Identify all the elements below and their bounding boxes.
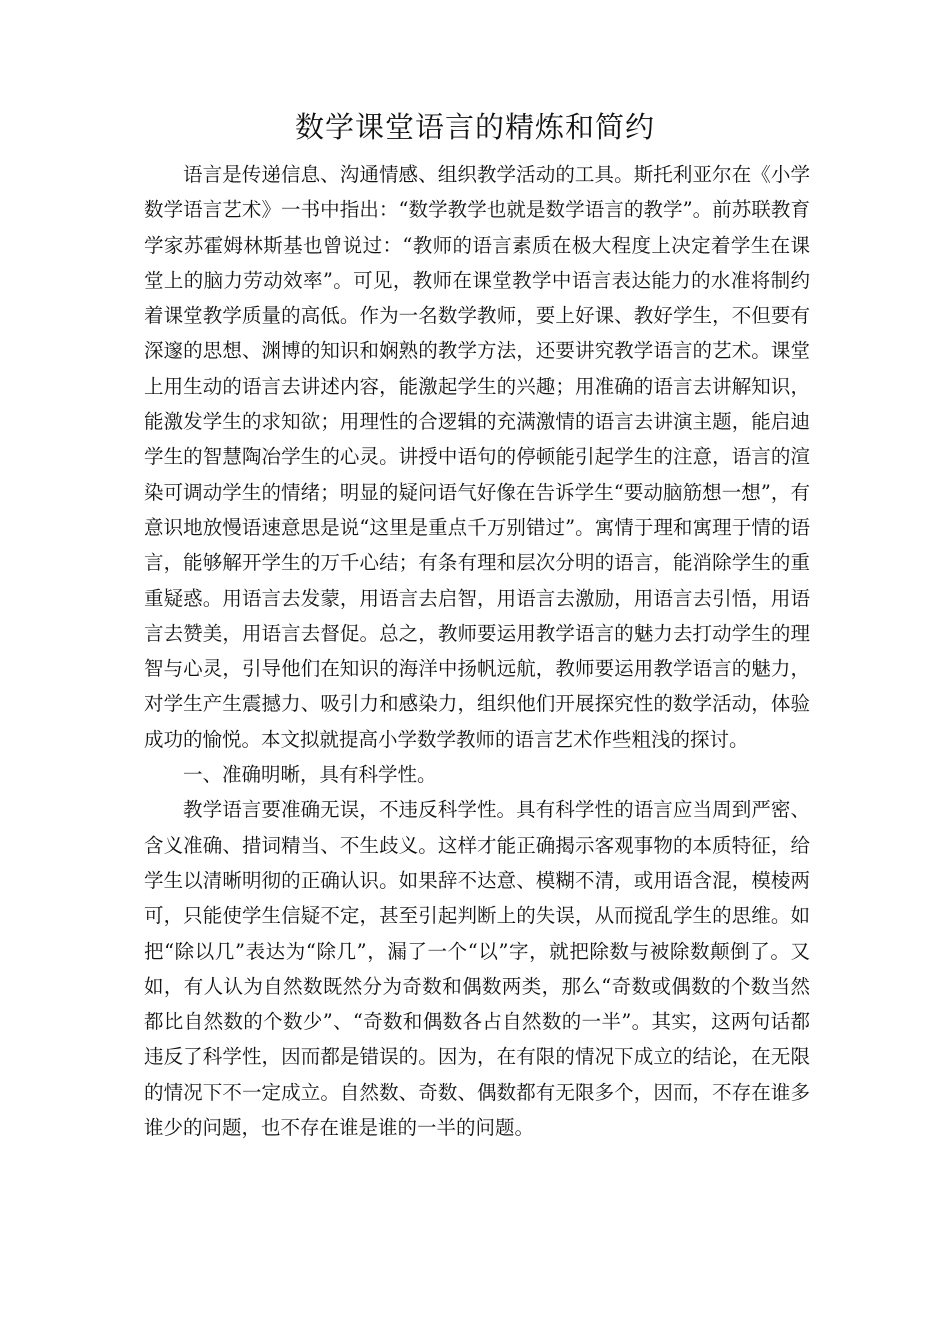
section-heading-1: 一、准确明晰，具有科学性。 <box>183 763 437 787</box>
section-1-paragraph: 教学语言要准确无误，不违反科学性。具有科学性的语言应当周到严密、含义准确、措词精当、不生歧义。这样才能正确揭示客观事物的本质特征，给学生以清晰明彻的正确认识。如果辞不达意、模糊不清，或用语含混，模棱两可，只能使学生信疑不定，甚至引起判断上的失误，从而搅乱学生的思维。如把“除以几”表达为“除几”，漏了一个“以”字，就把除数与被除数颠倒了。又如，有人认为自然数既然分为奇数和偶数两类，那么“奇数或偶数的个数当然都比自然数的个数少”、“奇数和偶数各占自然数的一半”。其实，这两句话都违反了科学性，因而都是错误的。因为，在有限的情况下成立的结论，在无限的情况下不一定成立。自然数、奇数、偶数都有无限多个，因而，不存在谁多谁少的问题，也不存在谁是谁的一半的问题。 <box>144 798 810 1140</box>
document-body <box>144 157 810 1145</box>
intro-paragraph: 语言是传递信息、沟通情感、组织教学活动的工具。斯托利亚尔在《小学数学语言艺术》一书中指出：“数学教学也就是数学语言的教学”。前苏联教育学家苏霍姆林斯基也曾说过：“教师的语言素质在极大程度上决定着学生在课堂上的脑力劳动效率”。可见，教师在课堂教学中语言表达能力的水准将制约着课堂教学质量的高低。作为一名数学教师，要上好课、教好学生，不但要有深邃的思想、渊博的知识和娴熟的教学方法，还要讲究教学语言的艺术。课堂上用生动的语言去讲述内容，能激起学生的兴趣；用准确的语言去讲解知识，能激发学生的求知欲；用理性的合逻辑的充满激情的语言去讲演主题，能启迪学生的智慧陶冶学生的心灵。讲授中语句的停顿能引起学生的注意，语言的渲染可调动学生的情绪；明显的疑问语气好像在告诉学生“要动脑筋想一想”，有意识地放慢语速意思是说“这里是重点千万别错过”。寓情于理和寓理于情的语言，能够解开学生的万千心结；有条有理和层次分明的语言，能消除学生的重重疑惑。用语言去发蒙，用语言去启智，用语言去激励，用语言去引悟，用语言去赞美，用语言去督促。总之，教师要运用教学语言的魅力去打动学生的理智与心灵，引导他们在知识的海洋中扬帆远航，教师要运用教学语言的魅力，对学生产生震撼力、吸引力和感染力，组织他们开展探究性的数学活动，体验成功的愉悦。本文拟就提高小学数学教师的语言艺术作些粗浅的探讨。 <box>144 163 810 751</box>
document-title: 数学课堂语言的精炼和简约 <box>294 110 655 144</box>
